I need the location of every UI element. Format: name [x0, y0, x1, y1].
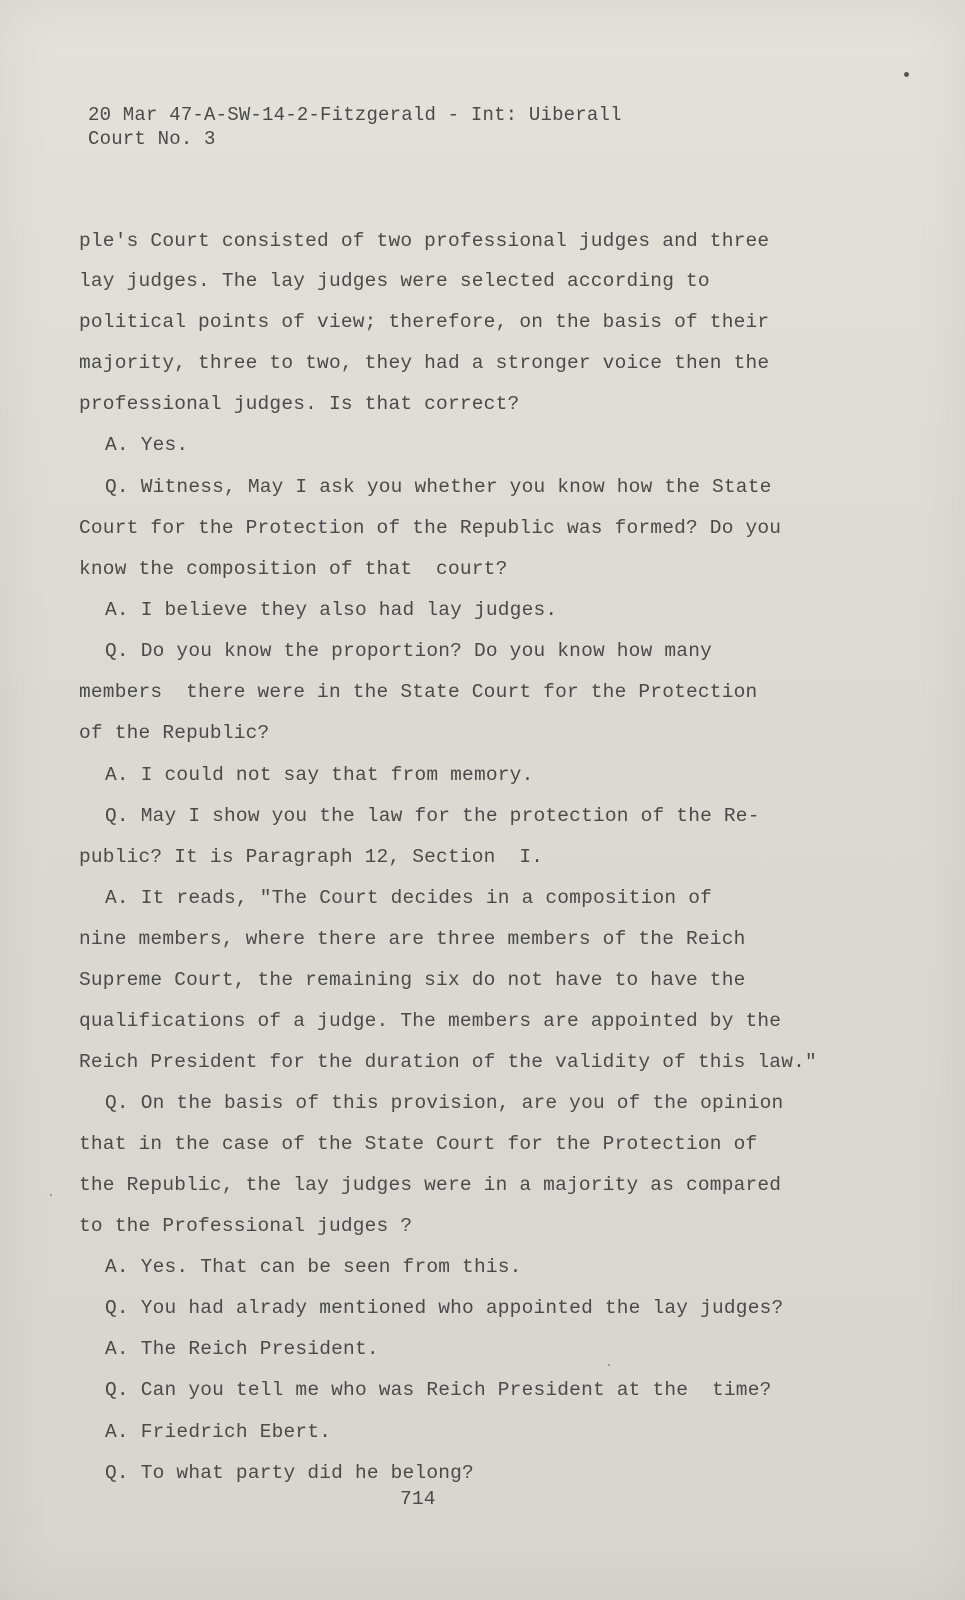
- body-line-4: majority, three to two, they had a stronger voice then the: [79, 352, 770, 374]
- body-line-6: A. Yes.: [105, 434, 189, 456]
- document-header-line-1: 20 Mar 47-A-SW-14-2-Fitzgerald - Int: Uiberall: [88, 104, 622, 126]
- document-header-line-2: Court No. 3: [88, 128, 216, 150]
- body-line-11: Q. Do you know the proportion? Do you know how many: [105, 640, 712, 662]
- body-line-15: Q. May I show you the law for the protection of the Re-: [105, 805, 760, 827]
- body-line-17: A. It reads, "The Court decides in a composition of: [105, 887, 712, 909]
- paper-speck: [904, 72, 909, 77]
- body-line-5: professional judges. Is that correct?: [79, 393, 520, 415]
- paper-speck: [608, 1364, 610, 1366]
- body-line-18: nine members, where there are three members of the Reich: [79, 928, 746, 950]
- body-line-25: to the Professional judges ?: [79, 1215, 413, 1237]
- body-line-14: A. I could not say that from memory.: [105, 764, 534, 786]
- body-line-28: A. The Reich President.: [105, 1338, 379, 1360]
- body-line-29: Q. Can you tell me who was Reich President at the time?: [105, 1379, 772, 1401]
- body-line-24: the Republic, the lay judges were in a majority as compared: [79, 1174, 782, 1196]
- body-line-23: that in the case of the State Court for the Protection of: [79, 1133, 758, 1155]
- body-line-7: Q. Witness, May I ask you whether you know how the State: [105, 476, 772, 498]
- body-line-8: Court for the Protection of the Republic was formed? Do you: [79, 517, 782, 539]
- body-line-1: ple's Court consisted of two professional judges and three: [79, 230, 770, 252]
- paper-speck: [50, 1194, 52, 1196]
- body-line-9: know the composition of that court?: [79, 558, 508, 580]
- body-line-19: Supreme Court, the remaining six do not have to have the: [79, 969, 746, 991]
- body-line-21: Reich President for the duration of the validity of this law.": [79, 1051, 817, 1073]
- body-line-26: A. Yes. That can be seen from this.: [105, 1256, 522, 1278]
- body-line-16: public? It is Paragraph 12, Section I.: [79, 846, 544, 868]
- body-line-27: Q. You had alrady mentioned who appointed the lay judges?: [105, 1297, 784, 1319]
- body-line-10: A. I believe they also had lay judges.: [105, 599, 558, 621]
- body-line-30: A. Friedrich Ebert.: [105, 1421, 332, 1443]
- body-line-2: lay judges. The lay judges were selected according to: [79, 270, 710, 292]
- body-line-3: political points of view; therefore, on the basis of their: [79, 311, 770, 333]
- body-line-31: Q. To what party did he belong?: [105, 1462, 474, 1484]
- body-line-13: of the Republic?: [79, 722, 270, 744]
- page-number: 714: [400, 1488, 436, 1510]
- body-line-12: members there were in the State Court for the Protection: [79, 681, 758, 703]
- body-line-22: Q. On the basis of this provision, are you of the opinion: [105, 1092, 784, 1114]
- body-line-20: qualifications of a judge. The members are appointed by the: [79, 1010, 782, 1032]
